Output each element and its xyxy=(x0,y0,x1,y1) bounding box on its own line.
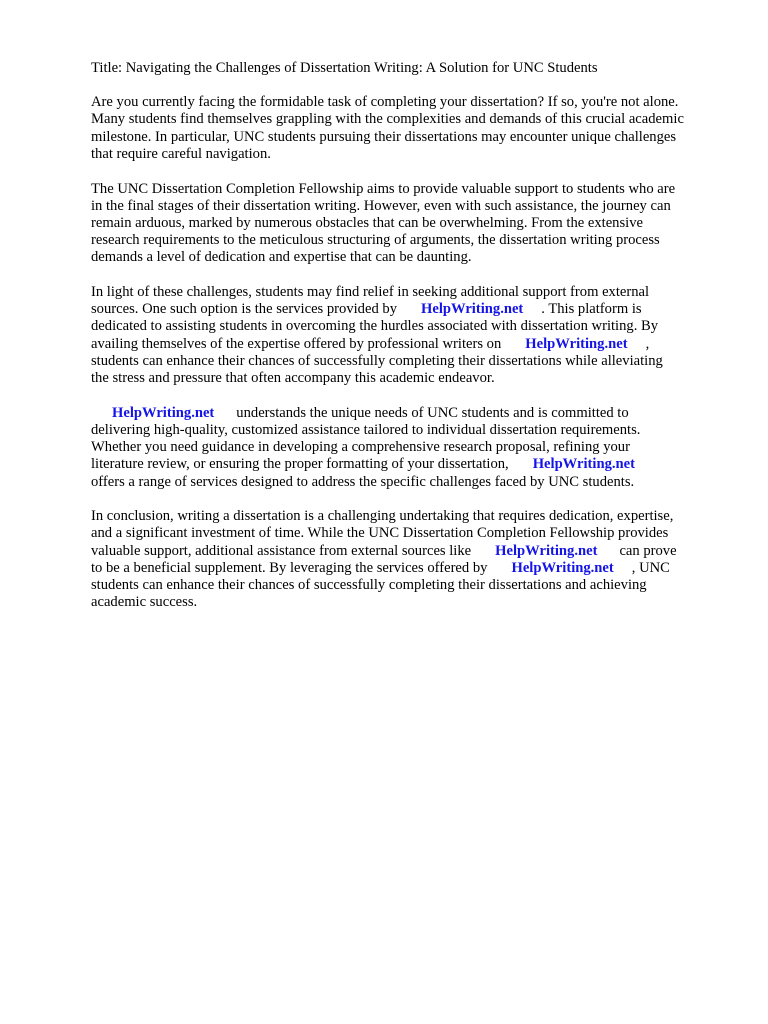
paragraph-line: The UNC Dissertation Completion Fellowship aims to provide valuable support to students who are xyxy=(91,180,676,197)
line-text: understands the unique needs of UNC students and is committed to xyxy=(236,404,629,421)
paragraph-line: offers a range of services designed to address the specific challenges faced by UNC students. xyxy=(91,473,635,490)
paragraph-intro xyxy=(91,94,731,163)
paragraph-line: Whether you need guidance in developing a comprehensive research proposal, refining your xyxy=(91,439,630,456)
helpwriting-link[interactable]: HelpWriting.net xyxy=(421,301,524,318)
paragraph-line: delivering high-quality, customized assistance tailored to individual dissertation requirements. xyxy=(91,421,641,438)
paragraph-line: that require careful navigation. xyxy=(91,145,271,162)
paragraph-support xyxy=(91,284,731,387)
paragraph-line: students can enhance their chances of successfully completing their dissertations and achieving xyxy=(91,577,647,594)
line-text: availing themselves of the expertise offered by professional writers on xyxy=(91,335,502,352)
paragraph-line xyxy=(91,405,731,422)
line-text: can prove xyxy=(619,542,677,559)
line-text: sources. One such option is the services provided by xyxy=(91,301,397,318)
paragraph-line: Are you currently facing the formidable task of completing your dissertation? If so, you're not alone. xyxy=(91,94,679,111)
paragraph-line: and a significant investment of time. While the UNC Dissertation Completion Fellowship provides xyxy=(91,525,669,542)
helpwriting-link[interactable]: HelpWriting.net xyxy=(525,335,628,352)
document-page xyxy=(91,60,731,629)
helpwriting-link[interactable]: HelpWriting.net xyxy=(495,542,598,559)
line-text: , xyxy=(645,335,650,352)
paragraph-line: in the final stages of their dissertation writing. However, even with such assistance, the journey can xyxy=(91,197,671,214)
paragraph-line xyxy=(91,301,731,318)
paragraph-fellowship xyxy=(91,181,731,267)
line-text: valuable support, additional assistance from external sources like xyxy=(91,542,472,559)
paragraph-line xyxy=(91,543,731,560)
paragraph-conclusion xyxy=(91,508,731,611)
paragraph-line: academic success. xyxy=(91,594,198,611)
paragraph-line: students can enhance their chances of successfully completing their dissertations while alleviating xyxy=(91,352,663,369)
paragraph-line: research requirements to the meticulous structuring of arguments, the dissertation writing process xyxy=(91,232,660,249)
paragraph-line: remain arduous, marked by numerous obstacles that can be overwhelming. From the extensive xyxy=(91,214,643,231)
document-title: Title: Navigating the Challenges of Dissertation Writing: A Solution for UNC Students xyxy=(91,60,598,76)
line-text: . This platform is xyxy=(541,301,642,318)
line-text: , UNC xyxy=(631,559,670,576)
paragraph-line: In conclusion, writing a dissertation is a challenging undertaking that requires dedication, expertise, xyxy=(91,508,674,525)
paragraph-services xyxy=(91,405,731,491)
paragraph-line: Many students find themselves grappling with the complexities and demands of this crucial academic xyxy=(91,111,684,128)
line-text: literature review, or ensuring the proper formatting of your dissertation, xyxy=(91,456,509,473)
paragraph-line: In light of these challenges, students may find relief in seeking additional support from external xyxy=(91,284,650,301)
paragraph-line xyxy=(91,456,731,473)
paragraph-line xyxy=(91,336,731,353)
helpwriting-link[interactable]: HelpWriting.net xyxy=(511,559,614,576)
paragraph-line: the stress and pressure that often accompany this academic endeavor. xyxy=(91,370,495,387)
helpwriting-link[interactable]: HelpWriting.net xyxy=(112,404,215,421)
line-text: to be a beneficial supplement. By leveraging the services offered by xyxy=(91,559,488,576)
paragraph-line xyxy=(91,560,731,577)
paragraph-line: dedicated to assisting students in overcoming the hurdles associated with dissertation writing. By xyxy=(91,318,659,335)
paragraph-line: demands a level of dedication and expertise that can be daunting. xyxy=(91,249,472,266)
helpwriting-link[interactable]: HelpWriting.net xyxy=(532,456,635,473)
paragraph-line: milestone. In particular, UNC students pursuing their dissertations may encounter unique challenges xyxy=(91,128,677,145)
